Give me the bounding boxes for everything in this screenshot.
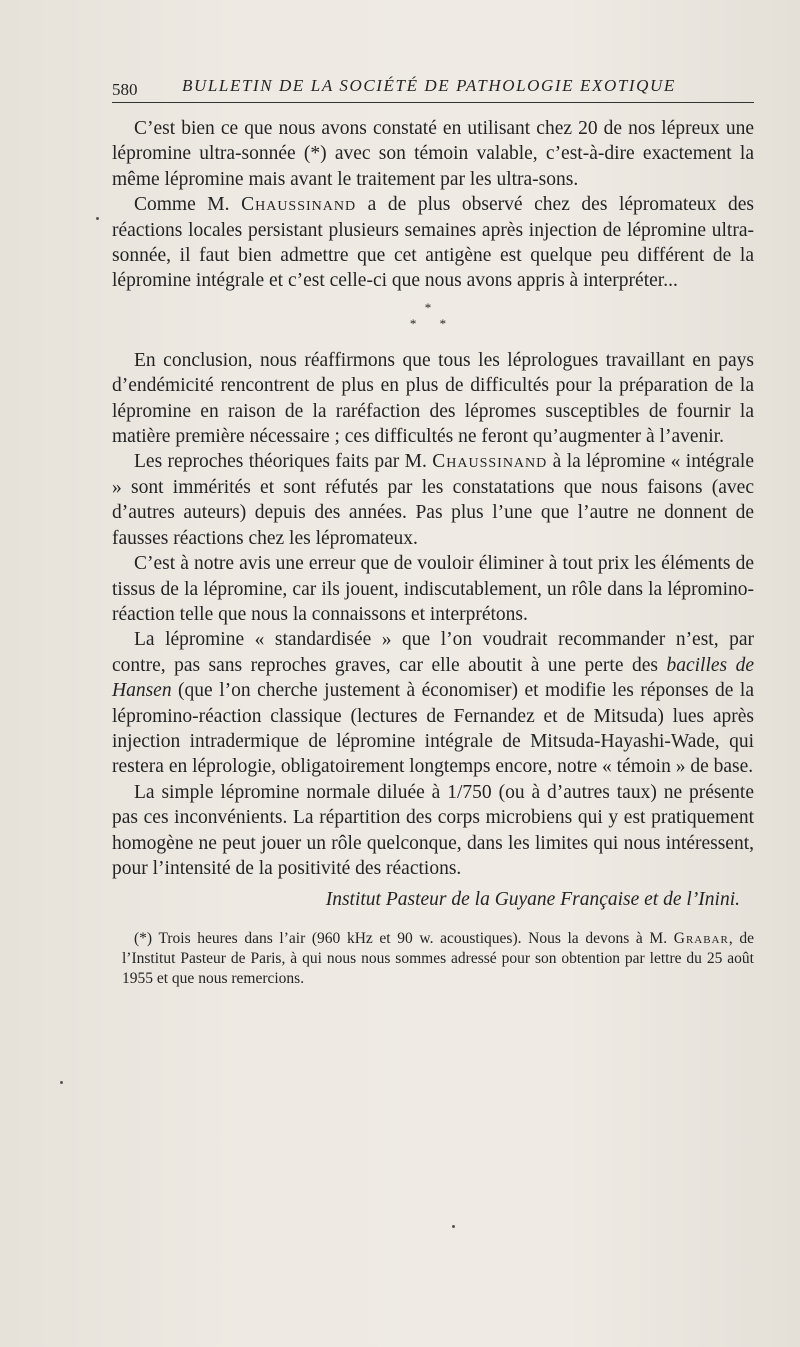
paragraph-text: C’est à notre avis une erreur que de vouloir éliminer à tout prix les éléments de tissus de la lépromine, car ils jouent, indiscutablement, un rôle dans la lépromino-réaction telle que nous la connaissons et interprétons. — [112, 553, 754, 625]
footnote-text — [122, 929, 754, 989]
paragraph-text: En conclusion, nous réaffirmons que tous les léprologues travaillant en pays d’endémicité rencontrent de plus en plus de difficultés pour la préparation de la lépromine en raison de la raréfaction des lépromes susceptibles de fournir la matière première nécessaire ; ces difficultés ne feront qu’augmenter à l’avenir. — [112, 349, 754, 448]
section-asterism — [112, 294, 754, 348]
author-name: Chaussinand — [241, 194, 357, 216]
paragraph — [112, 192, 754, 294]
institution-signature: Institut Pasteur de la Guyane Française et de l’Inini. — [325, 889, 740, 911]
paragraph — [112, 116, 754, 192]
paragraph-text: (que l’on cherche justement à économiser) et modifie les réponses de la lépromino-réaction classique (lectures de Fernandez et de Mitsuda) lues après injection intradermique de lépromine intégrale de Mitsuda-Hayashi-Wade, qui restera en léprologie, obligatoirement longtemps encore, notre « témoin » de base. — [112, 680, 754, 778]
print-speck — [60, 1081, 63, 1084]
footnote-part: , de l’Institut Pasteur de Paris, à qui nous nous sommes adressé pour son obtention par lettre du 25 août 1955 et que nous remercions. — [122, 929, 754, 987]
paragraph — [112, 627, 754, 779]
asterism-top: * — [424, 299, 442, 315]
article-body — [112, 116, 754, 989]
print-speck — [96, 217, 99, 220]
paragraph-text: C’est bien ce que nous avons constaté en utilisant chez 20 de nos lépreux une lépromine ultra-sonnée (*) avec son témoin valable, c’est-à-dire exactement la même lépromine mais avant le traitement par les ultra-sons. — [112, 118, 754, 190]
paragraph-text: a de plus observé chez des lépromateux des réactions locales persistant plusieurs semaines après injection de lépromine ultra-sonnée, il faut bien admettre que cet antigène est quelque peu différent de la lépromine intégrale et c’est celle-ci que nous avons appris à interpréter... — [112, 194, 754, 292]
paragraph-text: La simple lépromine normale diluée à 1/750 (ou à d’autres taux) ne présente pas ces inconvénients. La répartition des corps microbiens qui y est pratiquement homogène ne peut jouer un rôle quelconque, dans les limites qui nous intéressent, pour l’intensité de la positivité des réactions. — [112, 781, 754, 879]
asterism-bottom: * * — [409, 315, 457, 331]
footnote-name: Grabar — [673, 929, 729, 947]
paragraph — [112, 348, 754, 450]
page-header — [112, 76, 754, 103]
footnote-part: (*) Trois heures dans l’air (960 kHz et 90 w. acoustiques). Nous la devons à M. — [134, 929, 674, 947]
italic-term: bacilles de Hansen — [112, 654, 754, 702]
footnote — [112, 929, 754, 989]
paragraph — [112, 551, 754, 627]
paragraph-text: à la lépromine « intégrale » sont immérités et sont réfutés par les constatations que nous faisons (avec d’autres auteurs) depuis des années. Pas plus l’une que l’autre ne donnent de fausses réactions chez les lépromateux. — [112, 451, 755, 549]
paragraph-text: La lépromine « standardisée » que l’on voudrait recommander n’est, par contre, pas sans reproches graves, car elle aboutit à une perte des — [112, 629, 754, 676]
author-name: Chaussinand — [432, 451, 548, 473]
paragraph-text: Les reproches théoriques faits par M. — [134, 451, 433, 473]
running-title: BULLETIN DE LA SOCIÉTÉ DE PATHOLOGIE EXOTIQUE — [182, 76, 676, 95]
paragraph — [112, 780, 754, 882]
print-speck — [452, 1225, 455, 1228]
paragraph-text: Comme M. — [134, 194, 242, 216]
page-number: 580 — [112, 80, 138, 99]
paragraph — [112, 449, 754, 551]
